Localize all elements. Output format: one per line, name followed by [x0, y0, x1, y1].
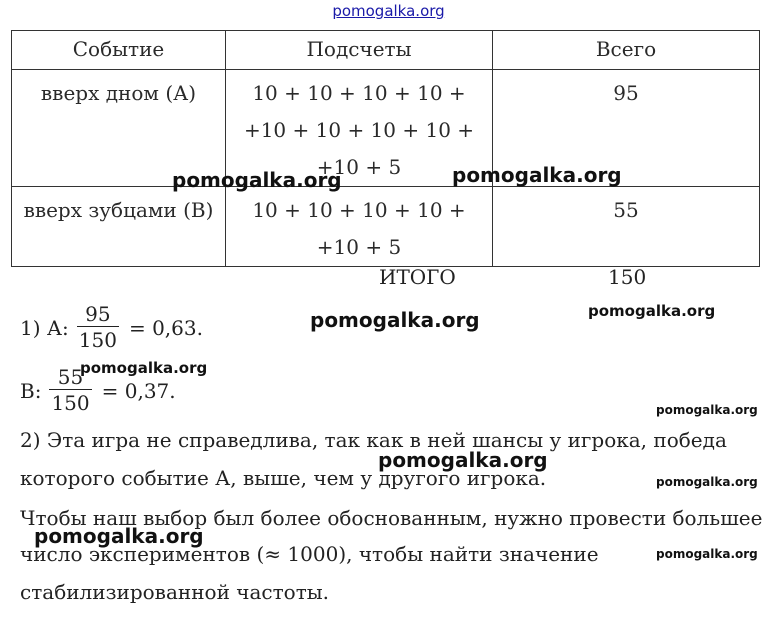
tally-line: 10 + 10 + 10 + 10 +	[252, 81, 466, 105]
conclusion-line: Чтобы наш выбор был более обоснованным, нужно провести большее	[20, 506, 763, 530]
conclusion-line: которого событие А, выше, чем у другого игрока.	[20, 466, 547, 490]
tally-line: 10 + 10 + 10 + 10 +	[252, 198, 466, 222]
tally-cell	[226, 70, 493, 187]
probability-a	[20, 302, 203, 353]
conclusion-line: стабилизированной частоты.	[20, 580, 330, 604]
watermark: pomogalka.org	[656, 403, 758, 417]
fraction-denominator: 150	[78, 328, 117, 352]
results-table	[11, 30, 760, 267]
watermark: pomogalka.org	[172, 168, 342, 192]
fraction	[49, 365, 91, 416]
event-cell: вверх зубцами (В)	[12, 187, 226, 267]
fraction-numerator: 95	[85, 302, 111, 326]
watermark: pomogalka.org	[588, 302, 716, 320]
total-cell: 95	[493, 70, 760, 187]
header-total: Всего	[493, 31, 760, 70]
table-row	[12, 70, 760, 187]
tally-line: +10 + 5	[316, 155, 402, 179]
watermark: pomogalka.org	[452, 163, 622, 187]
probability-b-prefix: В:	[20, 378, 42, 403]
table-row	[12, 187, 760, 267]
probability-a-result: = 0,63.	[128, 315, 203, 340]
total-label: ИТОГО	[379, 265, 456, 289]
fraction-denominator: 150	[51, 391, 90, 415]
fraction	[77, 302, 119, 353]
event-cell: вверх дном (А)	[12, 70, 226, 187]
tally-cell	[226, 187, 493, 267]
total-value: 150	[608, 265, 647, 289]
watermark: pomogalka.org	[656, 547, 758, 561]
header-tally: Подсчеты	[226, 31, 493, 70]
conclusion-line: число экспериментов (≈ 1000), чтобы найти значение	[20, 542, 599, 566]
fraction-numerator: 55	[57, 365, 84, 389]
tally-line: +10 + 10 + 10 + 10 +	[243, 118, 475, 142]
probability-b-result: = 0,37.	[101, 378, 176, 403]
probability-b	[20, 365, 176, 416]
tally-line: +10 + 5	[316, 235, 402, 259]
probability-a-prefix: 1) А:	[20, 315, 69, 340]
total-cell: 55	[493, 187, 760, 267]
site-link[interactable]: pomogalka.org	[332, 2, 445, 20]
watermark: pomogalka.org	[80, 359, 208, 377]
watermark: pomogalka.org	[656, 475, 758, 489]
watermark: pomogalka.org	[378, 448, 548, 472]
watermark: pomogalka.org	[310, 308, 480, 332]
table-header-row	[12, 31, 760, 70]
watermark: pomogalka.org	[34, 524, 204, 548]
header-event: Событие	[12, 31, 226, 70]
conclusion-line: 2) Эта игра не справедлива, так как в ней шансы у игрока, победа	[20, 428, 727, 452]
